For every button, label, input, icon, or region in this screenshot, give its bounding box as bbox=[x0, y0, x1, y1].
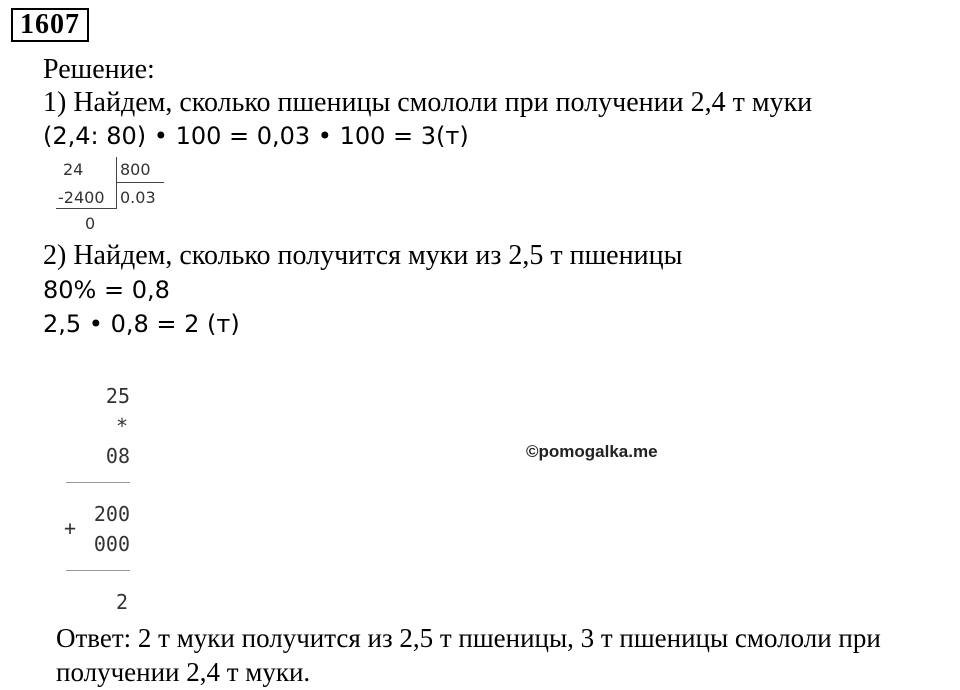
mult-line-2 bbox=[66, 570, 130, 571]
division-remainder: 0 bbox=[85, 214, 96, 233]
answer-line-1: Ответ: 2 т муки получится из 2,5 т пшеницы, 3 т пшеницы смололи при bbox=[56, 623, 881, 653]
division-divisor: 800 bbox=[120, 160, 151, 179]
watermark: ©pomogalka.me bbox=[526, 442, 658, 461]
step2-percent: 80% = 0,8 bbox=[43, 276, 170, 304]
mult-partial2: 000 bbox=[93, 532, 130, 556]
division-subtrahend: -2400 bbox=[58, 188, 105, 207]
answer-line-2: получении 2,4 т муки. bbox=[56, 657, 311, 687]
step1-formula: (2,4: 80) • 100 = 0,03 • 100 = 3(т) bbox=[43, 122, 469, 150]
division-dividend: 24 bbox=[63, 160, 84, 179]
mult-operator: * bbox=[115, 414, 128, 438]
solution-heading: Решение: bbox=[43, 54, 155, 85]
mult-result: 2 bbox=[115, 590, 128, 614]
division-vertical-line bbox=[116, 157, 117, 209]
mult-factor1: 25 bbox=[105, 384, 130, 408]
mult-partial1: 200 bbox=[93, 502, 130, 526]
problem-number: 1607 bbox=[11, 8, 89, 42]
mult-plus: + bbox=[64, 516, 77, 540]
step2-formula: 2,5 • 0,8 = 2 (т) bbox=[43, 310, 240, 338]
division-quotient: 0.03 bbox=[120, 188, 156, 207]
division-quotient-line bbox=[116, 182, 164, 183]
mult-line-1 bbox=[66, 482, 130, 483]
mult-factor2: 08 bbox=[105, 444, 130, 468]
step1-text: 1) Найдем, сколько пшеницы смололи при получении 2,4 т муки bbox=[43, 87, 813, 118]
division-subtract-line bbox=[56, 208, 116, 209]
step2-text: 2) Найдем, сколько получится муки из 2,5 т пшеницы bbox=[43, 240, 683, 271]
